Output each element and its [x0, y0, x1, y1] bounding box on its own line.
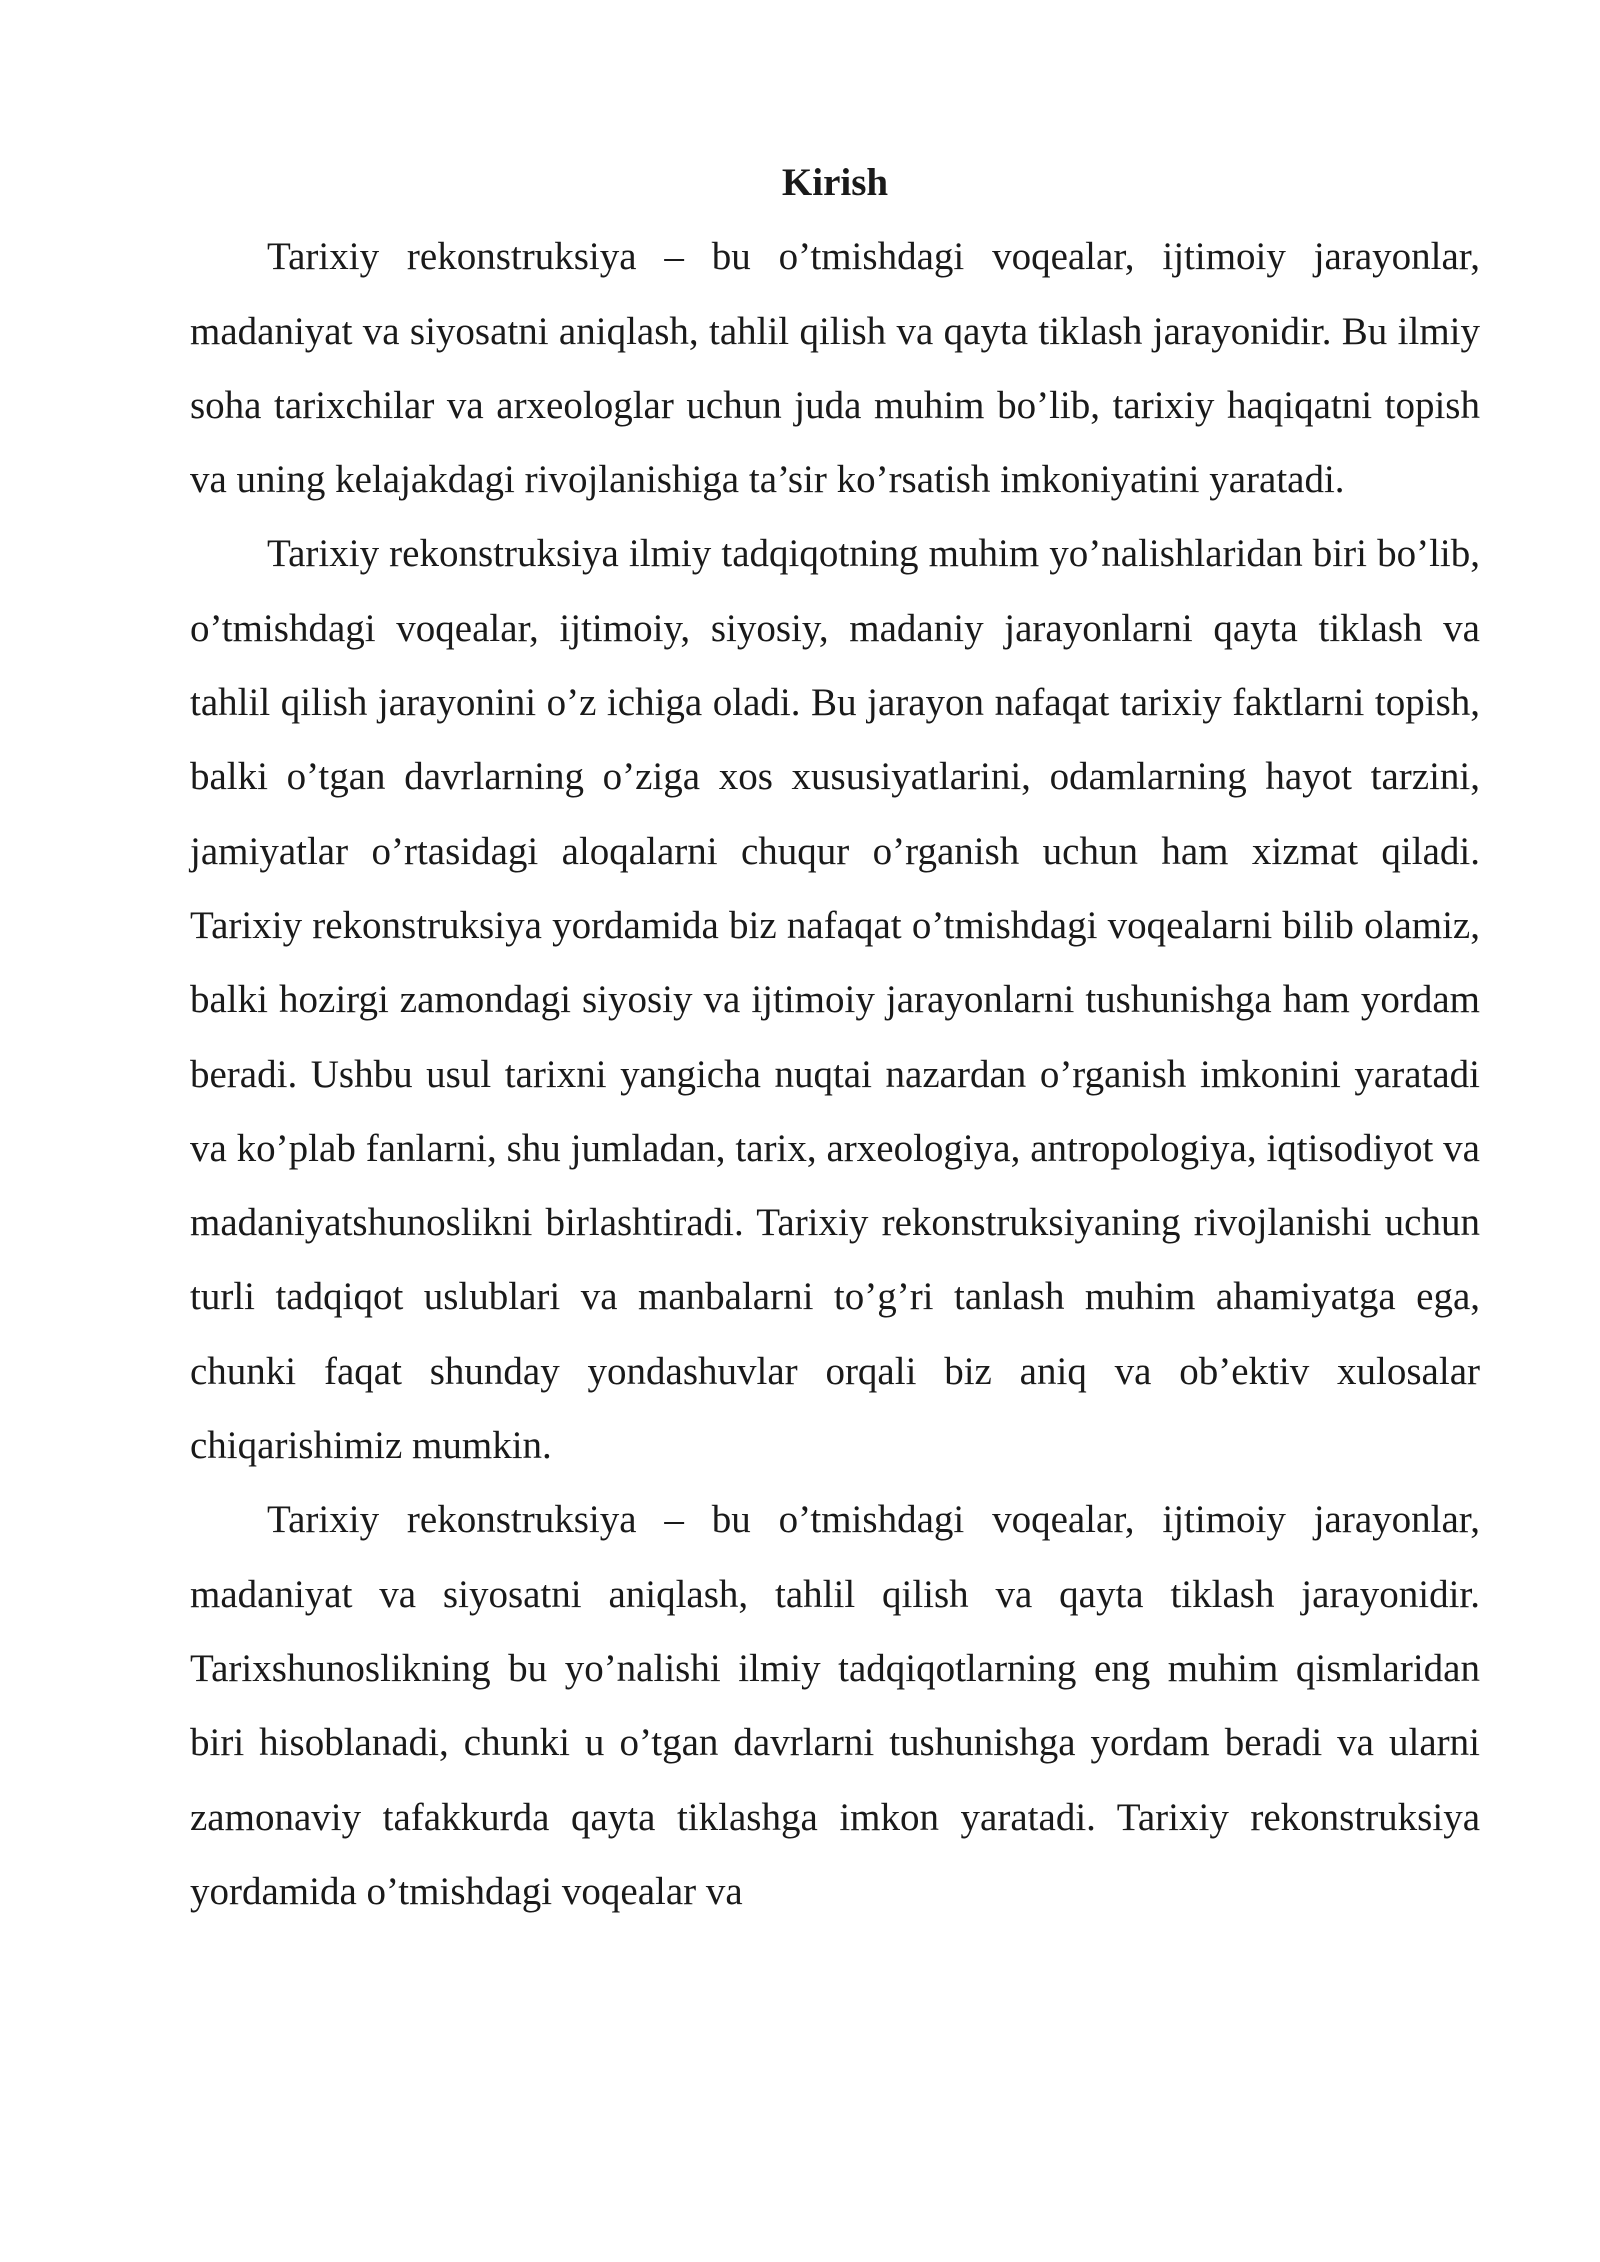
- document-body: [190, 146, 1480, 1929]
- paragraph-2: Tarixiy rekonstruksiya ilmiy tadqiqotning muhim yo’nalishlaridan biri bo’lib, o’tmishdagi voqealar, ijtimoiy, siyosiy, madaniy jarayonlarni qayta tiklash va tahlil qilish jarayonini o’z ichiga oladi. Bu jarayon nafaqat tarixiy faktlarni topish, balki o’tgan davrlarning o’ziga xos xususiyatlarini, odamlarning hayot tarzini, jamiyatlar o’rtasidagi aloqalarni chuqur o’rganish uchun ham xizmat qiladi. Tarixiy rekonstruksiya yordamida biz nafaqat o’tmishdagi voqealarni bilib olamiz, balki hozirgi zamondagi siyosiy va ijtimoiy jarayonlarni tushunishga ham yordam beradi. Ushbu usul tarixni yangicha nuqtai nazardan o’rganish imkonini yaratadi va ko’plab fanlarni, shu jumladan, tarix, arxeologiya, antropologiya, iqtisodiyot va madaniyatshunoslikni birlashtiradi. Tarixiy rekonstruksiyaning rivojlanishi uchun turli tadqiqot uslublari va manbalarni to’g’ri tanlash muhim ahamiyatga ega, chunki faqat shunday yondashuvlar orqali biz aniq va ob’ektiv xulosalar chiqarishimiz mumkin.: [190, 532, 1480, 1468]
- paragraph-1: Tarixiy rekonstruksiya – bu o’tmishdagi voqealar, ijtimoiy jarayonlar, madaniyat va siyosatni aniqlash, tahlil qilish va qayta tiklash jarayonidir. Bu ilmiy soha tarixchilar va arxeologlar uchun juda muhim bo’lib, tarixiy haqiqatni topish va uning kelajakdagi rivojlanishiga ta’sir ko’rsatish imkoniyatini yaratadi.: [190, 235, 1480, 502]
- paragraph-3: Tarixiy rekonstruksiya – bu o’tmishdagi voqealar, ijtimoiy jarayonlar, madaniyat va siyosatni aniqlash, tahlil qilish va qayta tiklash jarayonidir. Tarixshunoslikning bu yo’nalishi ilmiy tadqiqotlarning eng muhim qismlaridan biri hisoblanadi, chunki u o’tgan davrlarni tushunishga yordam beradi va ularni zamonaviy tafakkurda qayta tiklashga imkon yaratadi. Tarixiy rekonstruksiya yordamida o’tmishdagi voqealar va: [190, 1498, 1480, 1913]
- page-title: Kirish: [781, 161, 889, 204]
